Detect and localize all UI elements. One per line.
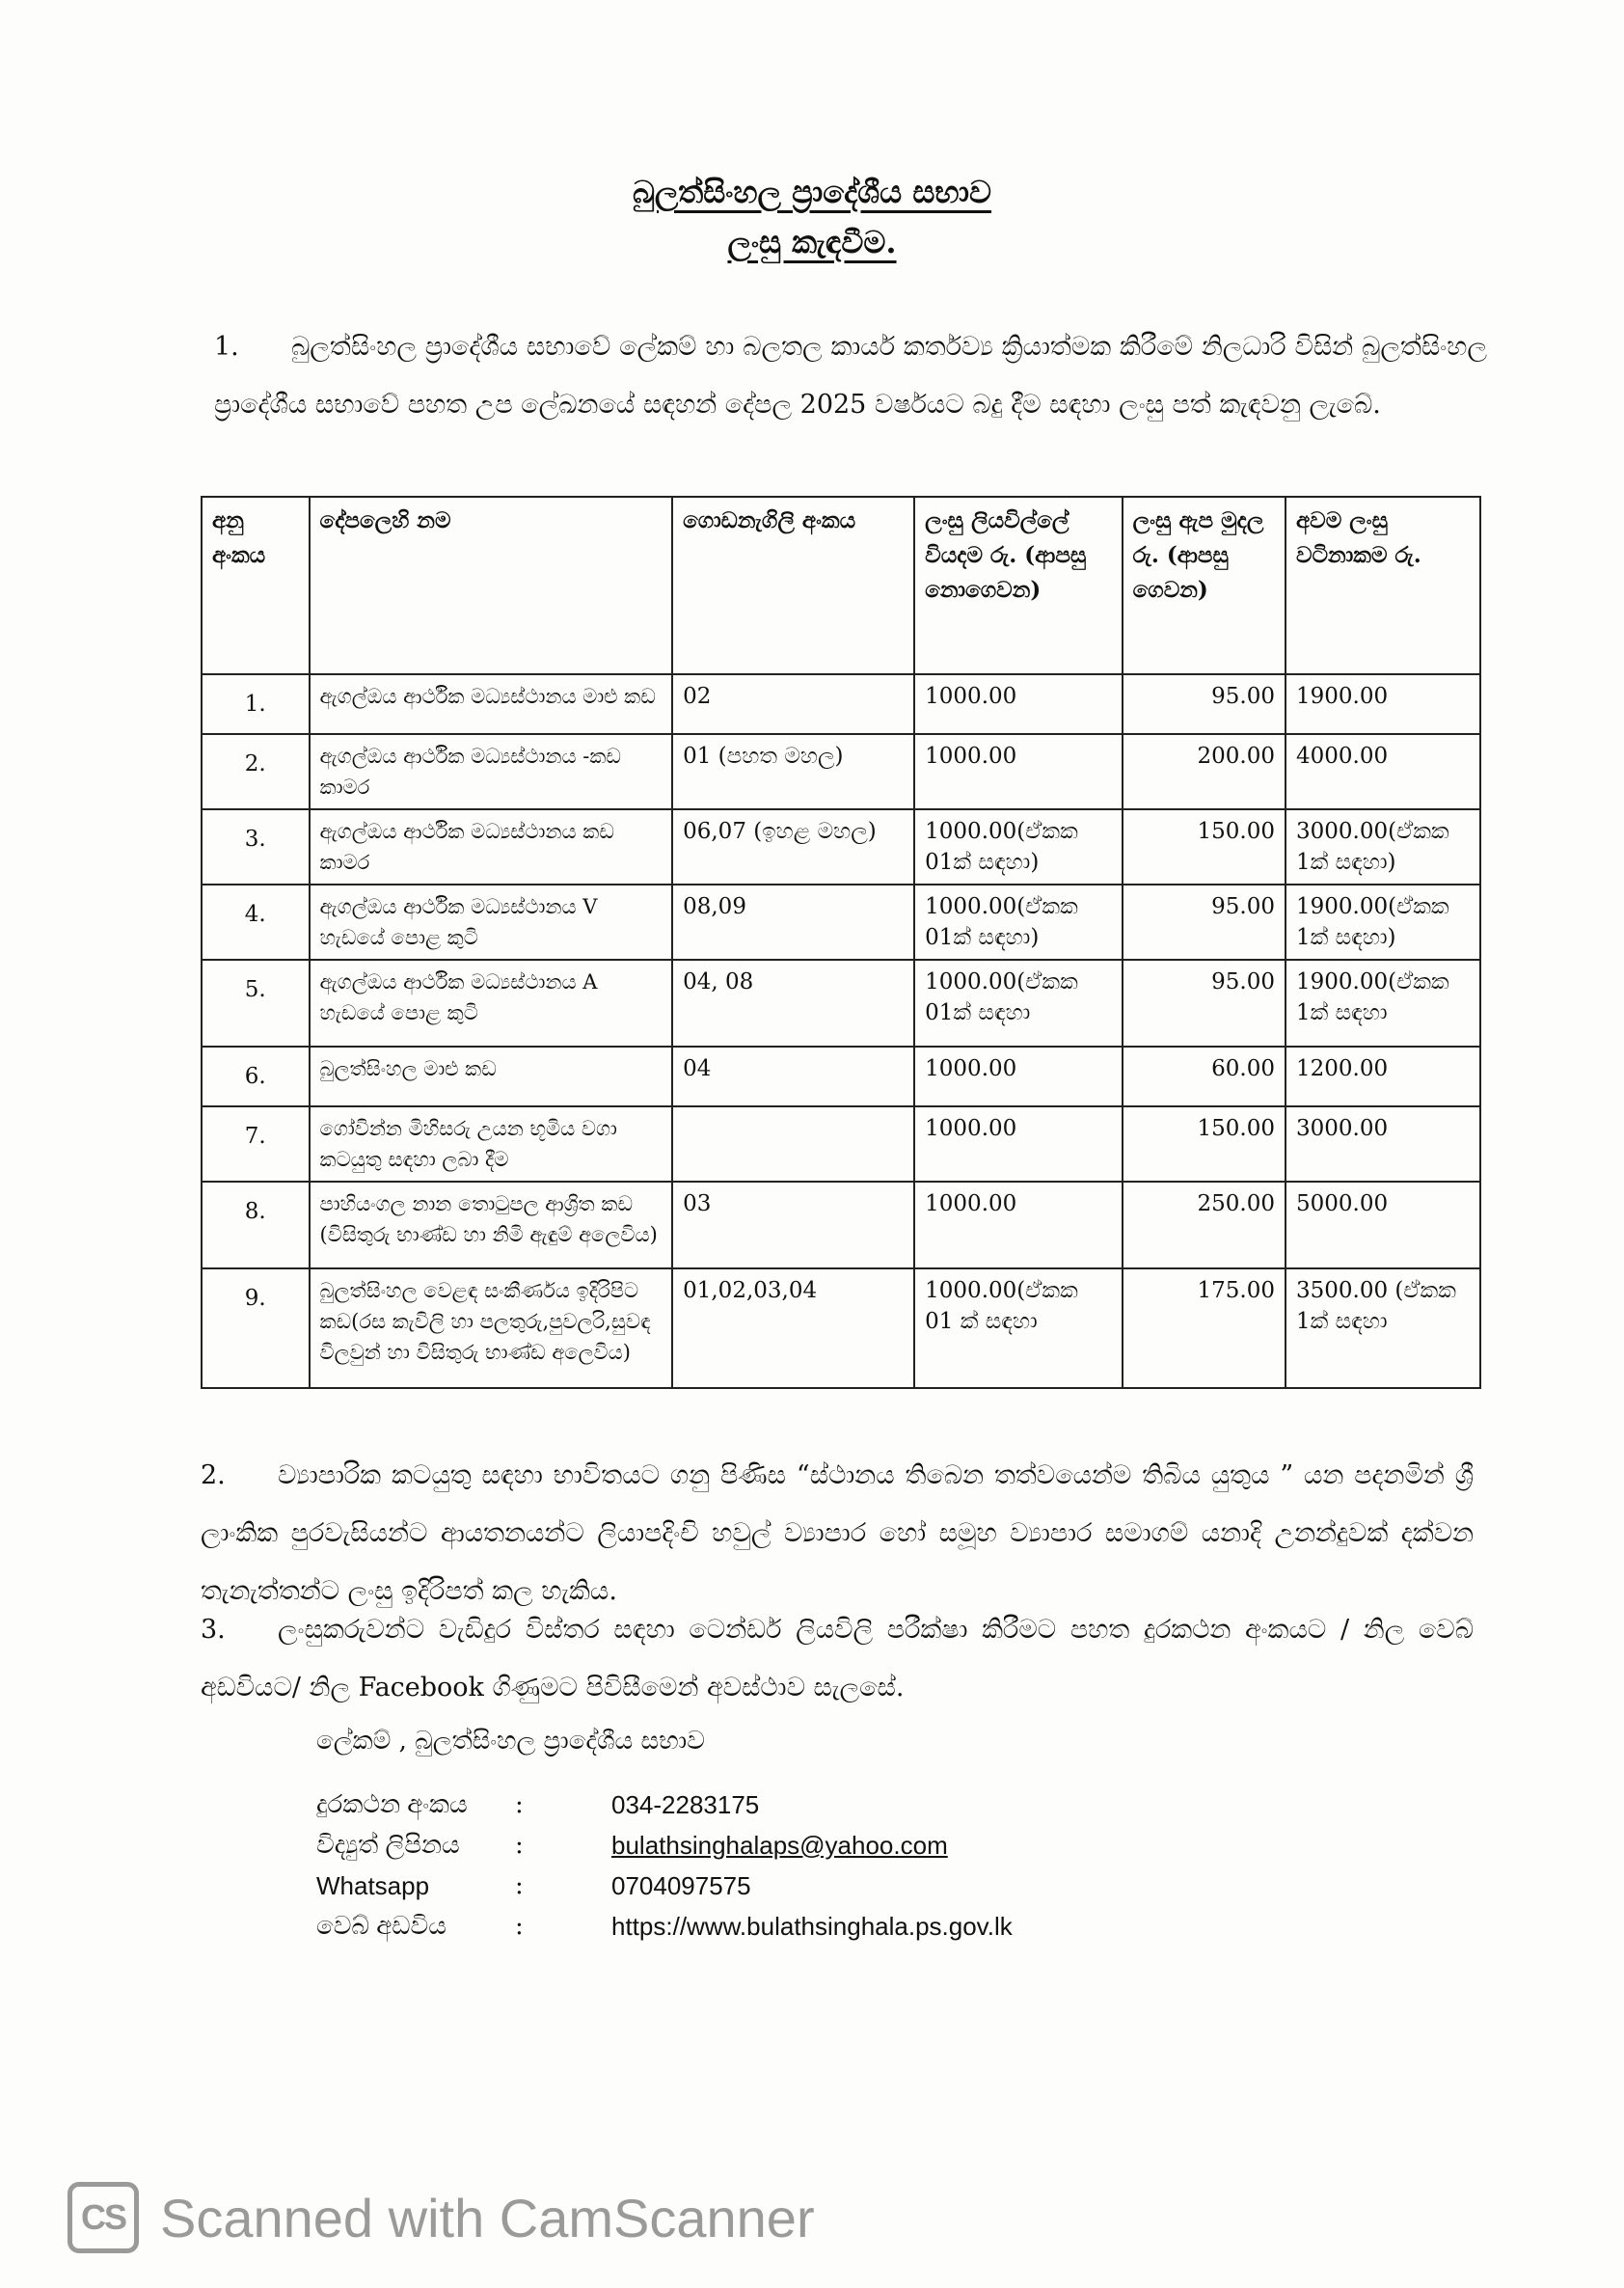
cell-name: ගෝවින්න මිහිසරු උයන භූමිය වගා කටයුතු සඳහා ලබා දීම [310,1106,673,1182]
watermark-text: Scanned with CamScanner [160,2187,815,2248]
cell-min-rent: 1900.00 [1286,674,1480,734]
cell-tender-fee: 1000.00 [914,1047,1122,1106]
contact-row [316,1784,1013,1825]
contact-value: https://www.bulathsinghala.ps.gov.lk [611,1911,1013,1941]
cell-tender-fee: 1000.00 [914,1182,1122,1268]
intro-paragraph [214,318,1487,434]
cell-no: 9. [202,1268,310,1388]
cell-tender-fee: 1000.00(ඒකක 01ක් සඳහා) [914,809,1122,885]
cell-tender-fee: 1000.00(ඒකක 01ක් සඳහා [914,960,1122,1047]
cell-no: 6. [202,1047,310,1106]
contact-row [316,1866,1013,1906]
signoff: ලේකම් , බුලත්සිංහල ප්‍රාදේශීය සභාව [316,1727,705,1756]
cell-name: ඇගල්ඔය ආර්ථික මධ්‍යස්ථානය A හැඩයේ පොළ කුටි [310,960,673,1047]
contact-colon: : [515,1790,524,1819]
cell-name: ඇගල්ඔය ආර්ථික මධ්‍යස්ථානය -කඩ කාමර [310,734,673,809]
table-row [202,1182,1480,1268]
cell-name: ඇගල්ඔය ආර්ථික මධ්‍යස්ථානය V හැඩයේ පොළ කුටි [310,885,673,960]
cell-name: බුලත්සිංහල වෙළඳ සංකීර්ණය ඉදිරිපිට කඩ(රස කැවිලි හා පලතුරු,පුවලරි,සුවඳ විලවුන් හා විසිතුරු භාණ්ඩ අලෙවිය) [310,1268,673,1388]
cell-assessment: 03 [672,1182,914,1268]
clause-3-number: 3. [201,1615,226,1645]
cell-no: 1. [202,674,310,734]
page-subtitle: ලංසු කැඳවීම. [727,224,897,260]
cell-assessment [672,1106,914,1182]
cell-deposit: 150.00 [1123,1106,1286,1182]
cell-assessment: 08,09 [672,885,914,960]
header-deposit: ලංසු ඇප මුදල රු. (ආපසු ගෙවන) [1123,497,1286,674]
cell-min-rent: 1900.00(ඒකක 1ක් සඳහා [1286,960,1480,1047]
page-title: බුලත්සිංහල ප්‍රාදේශීය සභාව [632,174,992,210]
cell-name: ඇගල්ඔය ආර්ථික මධ්‍යස්ථානය කඩ කාමර [310,809,673,885]
table-row [202,960,1480,1047]
table-row [202,734,1480,809]
header-assessment: ගොඩනැගිලි අංකය [672,497,914,674]
cell-name: ඇගල්ඔය ආර්ථික මධ්‍යස්ථානය මාළු කඩ [310,674,673,734]
header-no: අනු අංකය [202,497,310,674]
clause-3 [201,1601,1474,1717]
cell-tender-fee: 1000.00(ඒකක 01ක් සඳහා) [914,885,1122,960]
cell-no: 8. [202,1182,310,1268]
intro-text: බුලත්සිංහල ප්‍රාදේශීය සභාවේ ලේකම් හා බලතල කාර්ය කර්තව්‍ය ක්‍රියාත්මක කිරීමේ නිලධාරි විසින් බුලත්සිංහල ප්‍රාදේශීය සභාවේ පහත උප ලේඛනයේ සඳහන් දේපල 2025 වර්ෂයට බදු දීම සඳහා ලංසු පත් කැඳවනු ලැබේ. [214,332,1487,420]
cell-tender-fee: 1000.00 [914,674,1122,734]
cell-deposit: 95.00 [1123,885,1286,960]
cell-assessment: 01,02,03,04 [672,1268,914,1388]
table-row [202,885,1480,960]
cell-min-rent: 3500.00 (ඒකක 1ක් සඳහා [1286,1268,1480,1388]
cell-min-rent: 1900.00(ඒකක 1ක් සඳහා) [1286,885,1480,960]
clause-2-number: 2. [201,1460,226,1490]
cell-no: 5. [202,960,310,1047]
contact-colon: : [515,1871,524,1900]
property-table [201,496,1481,1389]
cell-tender-fee: 1000.00 [914,1106,1122,1182]
cell-deposit: 95.00 [1123,674,1286,734]
clause-2 [201,1447,1474,1621]
contact-row [316,1906,1013,1947]
cell-min-rent: 3000.00 [1286,1106,1480,1182]
cell-deposit: 150.00 [1123,809,1286,885]
cell-no: 7. [202,1106,310,1182]
contact-label: විද්‍යුත් ලිපිනය [316,1830,460,1859]
cell-name: පාහියංගල නාන තොටුපල ආශ්‍රිත කඩ (විසිතුරු භාණ්ඩ හා නිමි ඇඳුම් අලෙවිය) [310,1182,673,1268]
cell-tender-fee: 1000.00 [914,734,1122,809]
contact-row [316,1825,1013,1866]
cell-tender-fee: 1000.00(ඒකක 01 ක් සඳහා [914,1268,1122,1388]
contact-label: වෙබ් අඩවිය [316,1911,447,1940]
table-row [202,809,1480,885]
contact-value: 034-2283175 [611,1789,760,1819]
cell-deposit: 200.00 [1123,734,1286,809]
intro-number: 1. [214,332,239,362]
contact-label: Whatsapp [316,1870,430,1900]
contact-list [316,1784,1013,1947]
table-row [202,1106,1480,1182]
cell-min-rent: 3000.00(ඒකක 1ක් සඳහා) [1286,809,1480,885]
cell-no: 4. [202,885,310,960]
cell-assessment: 01 (පහත මහල) [672,734,914,809]
table-row [202,1047,1480,1106]
contact-label: දුරකථන අංකය [316,1789,468,1818]
contact-colon: : [515,1831,524,1860]
cell-no: 2. [202,734,310,809]
cell-deposit: 95.00 [1123,960,1286,1047]
cell-assessment: 02 [672,674,914,734]
table-row [202,1268,1480,1388]
header-tender-fee: ලංසු ලියවිල්ලේ වියදම රු. (ආපසු නොගෙවන) [914,497,1122,674]
cell-min-rent: 4000.00 [1286,734,1480,809]
cell-deposit: 250.00 [1123,1182,1286,1268]
scanner-watermark [68,2182,815,2253]
cell-assessment: 04, 08 [672,960,914,1047]
cell-deposit: 60.00 [1123,1047,1286,1106]
cell-assessment: 04 [672,1047,914,1106]
cell-name: බුලත්සිංහල මාළු කඩ [310,1047,673,1106]
table-row [202,674,1480,734]
clause-2-text: ව්‍යාපාරික කටයුතු සඳහා භාවිතයට ගනු පිණිස “ස්ථානය තිබෙන තත්වයෙන්ම තිබිය යුතුය ” යන පදනමින් ශ්‍රී ලාංකික පුරවැසියන්ට ආයතනයන්ට ලියාපදිංචි හවුල් ව්‍යාපාර හෝ සමූහ ව්‍යාපාර සමාගම් යනාදි උනන්දුවක් දක්වන තැනැත්තන්ට ලංසු ඉදිරිපත් කල හැකිය. [201,1460,1474,1606]
contact-email-link[interactable]: bulathsinghalaps@yahoo.com [611,1830,948,1860]
header-min-rent: අවම ලංසු වටිනාකම රු. [1286,497,1480,674]
header-name: දේපලෙහි නම [310,497,673,674]
cell-min-rent: 5000.00 [1286,1182,1480,1268]
contact-colon: : [515,1912,524,1941]
cell-assessment: 06,07 (ඉහළ මහල) [672,809,914,885]
clause-3-text: ලංසුකරුවන්ට වැඩිදුර විස්තර සඳහා ටෙන්ඩර් ලියවිලි පරීක්ෂා කිරීමට පහත දුරකථන අංකයට / නිල වෙබ් අඩවියට/ නිල Facebook ගිණුමට පිවිසීමෙන් අවස්ථාව සැලසේ. [201,1615,1474,1702]
cell-no: 3. [202,809,310,885]
camscanner-logo-icon: CS [68,2182,139,2253]
contact-value: 0704097575 [611,1870,751,1900]
table-header-row [202,497,1480,674]
cell-min-rent: 1200.00 [1286,1047,1480,1106]
cell-deposit: 175.00 [1123,1268,1286,1388]
